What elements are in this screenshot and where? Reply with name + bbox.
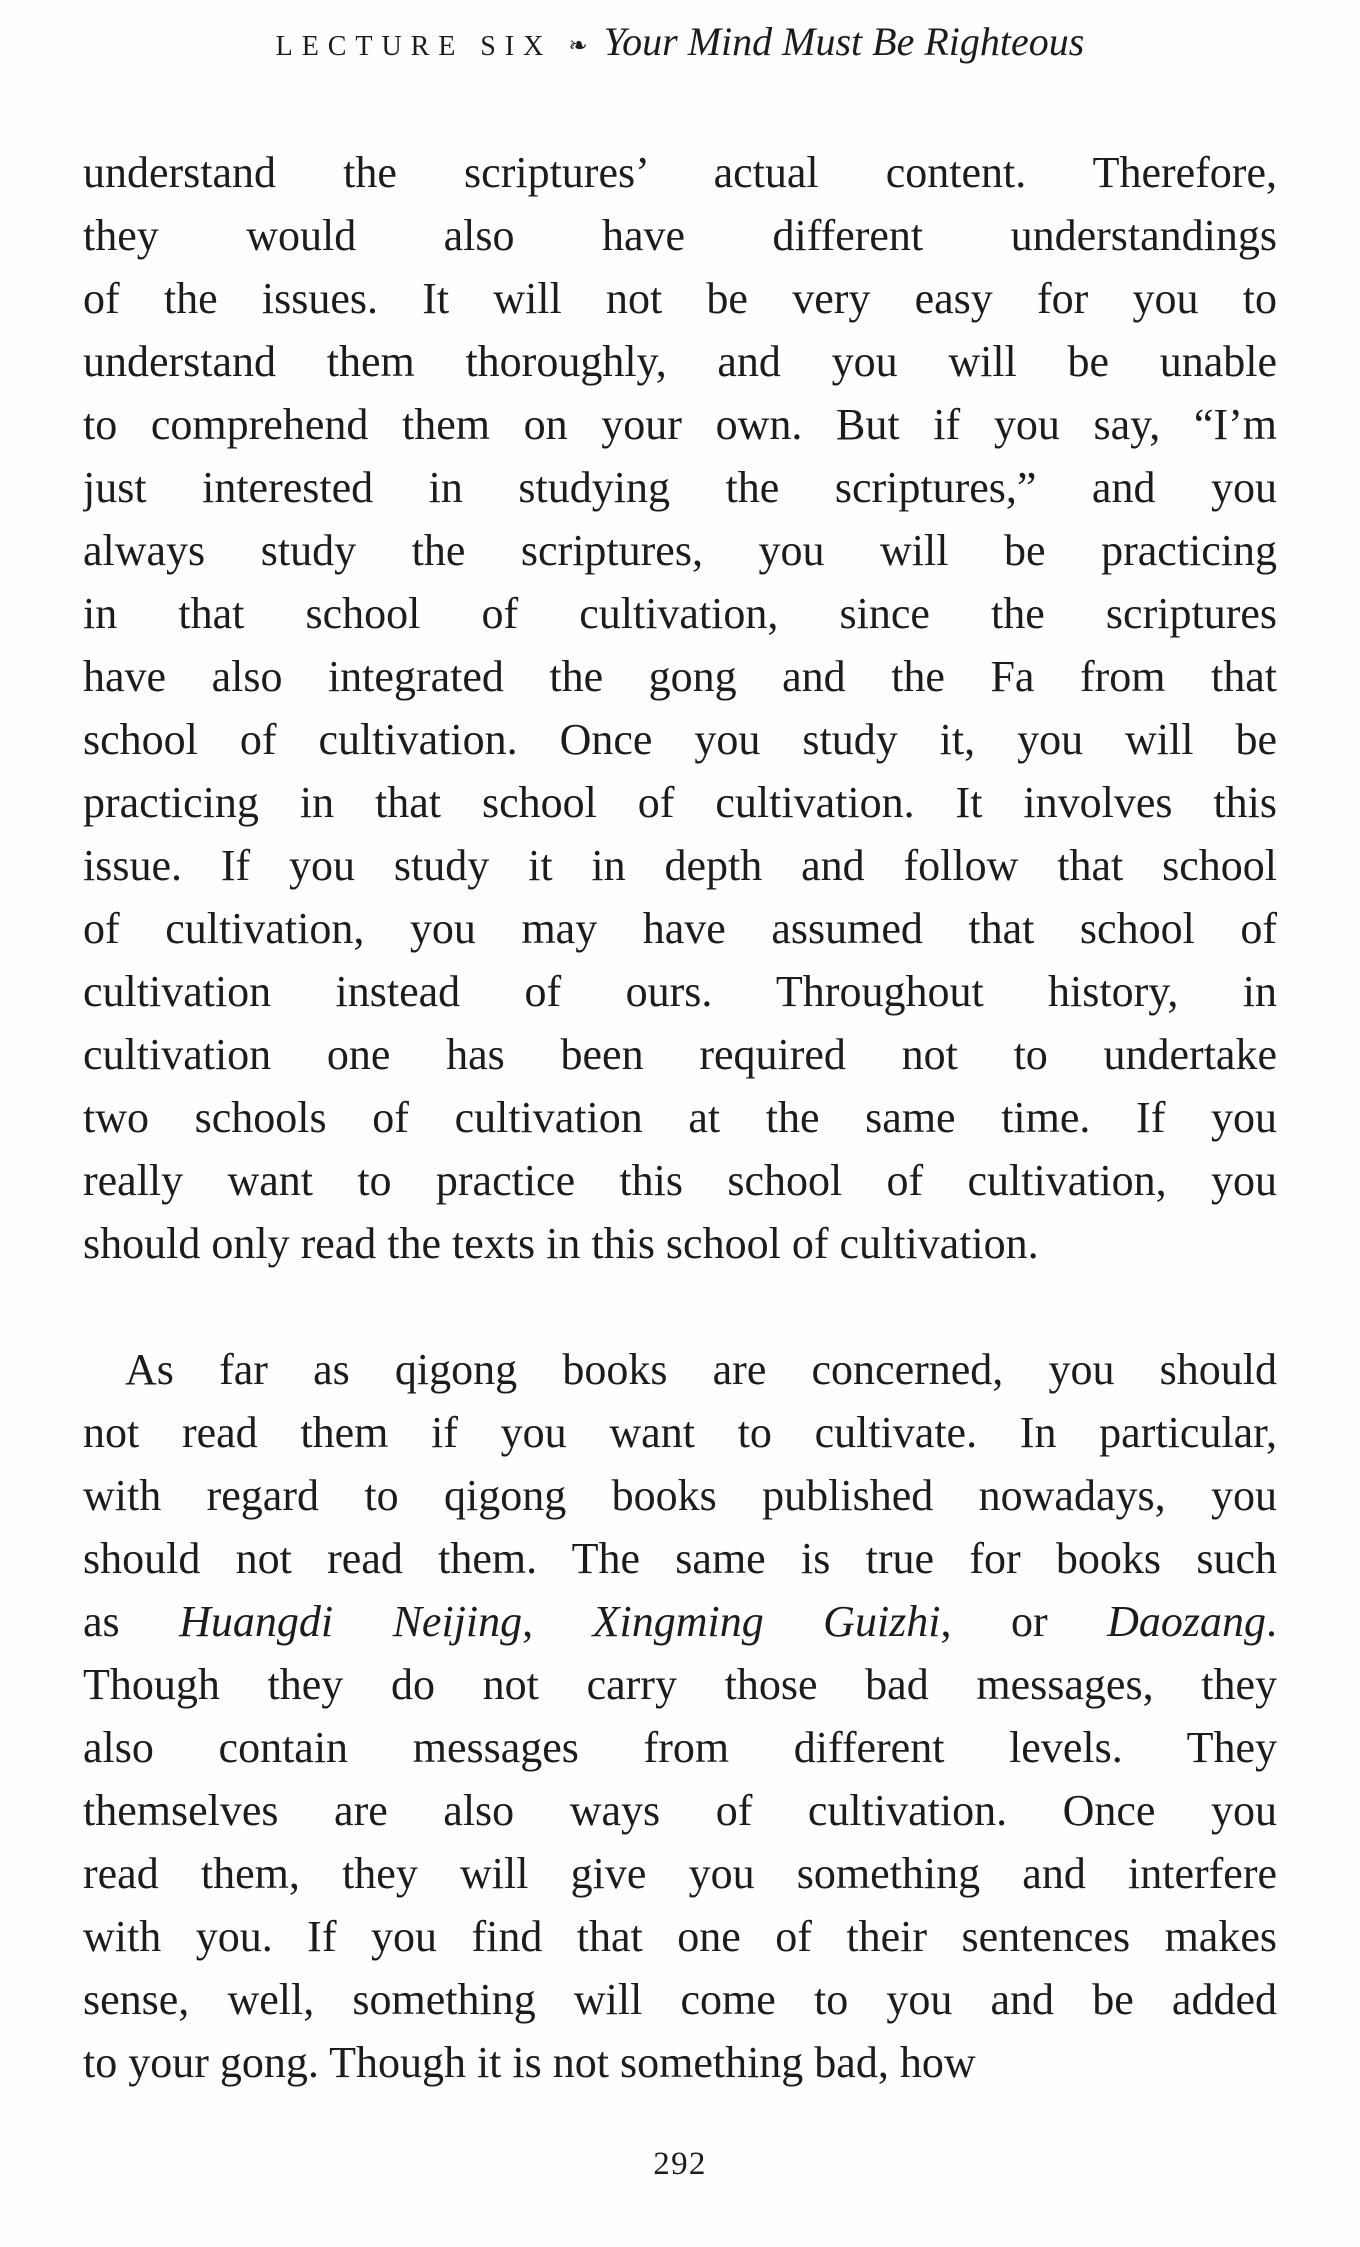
lecture-label: LECTURE SIX bbox=[275, 31, 553, 62]
text-line: to your gong. Though it is not something bad, how bbox=[83, 2038, 976, 2087]
text-line: school of cultivation. Once you study it, you will be bbox=[83, 715, 1277, 764]
text-line: should not read them. The same is true for books such bbox=[83, 1534, 1277, 1583]
text-line: just interested in studying the scriptures,” and you bbox=[83, 463, 1277, 512]
chapter-title: Your Mind Must Be Righteous bbox=[603, 19, 1085, 64]
page-number: 292 bbox=[653, 2146, 707, 2182]
text-line: always study the scriptures, you will be practicing bbox=[83, 526, 1277, 575]
text-line: read them, they will give you something and interfere bbox=[83, 1849, 1277, 1898]
text-line: issue. If you study it in depth and follow that school bbox=[83, 841, 1277, 890]
text-line: as Huangdi Neijing, Xingming Guizhi, or Daozang. bbox=[83, 1597, 1277, 1646]
text-line: practicing in that school of cultivation. It involves this bbox=[83, 778, 1277, 827]
text-line: really want to practice this school of cultivation, you bbox=[83, 1156, 1277, 1205]
running-header bbox=[0, 0, 1360, 65]
text-line: have also integrated the gong and the Fa from that bbox=[83, 652, 1277, 701]
text-line: themselves are also ways of cultivation. Once you bbox=[83, 1786, 1277, 1835]
paragraph bbox=[83, 1338, 1277, 2094]
text-line: sense, well, something will come to you and be added bbox=[83, 1975, 1277, 2024]
fleuron-ornament-icon: ❧ bbox=[568, 33, 588, 59]
text-line: not read them if you want to cultivate. In particular, bbox=[83, 1408, 1277, 1457]
text-line: with regard to qigong books published nowadays, you bbox=[83, 1471, 1277, 1520]
text-line: cultivation one has been required not to undertake bbox=[83, 1030, 1277, 1079]
page-footer bbox=[0, 2146, 1360, 2183]
text-line: with you. If you find that one of their sentences makes bbox=[83, 1912, 1277, 1961]
text-line: As far as qigong books are concerned, you should bbox=[125, 1345, 1277, 1394]
paragraph bbox=[83, 141, 1277, 1275]
text-line: two schools of cultivation at the same time. If you bbox=[83, 1093, 1277, 1142]
text-line: to comprehend them on your own. But if you say, “I’m bbox=[83, 400, 1277, 449]
text-line: understand them thoroughly, and you will be unable bbox=[83, 337, 1277, 386]
text-line: of the issues. It will not be very easy for you to bbox=[83, 274, 1277, 323]
body-text bbox=[83, 141, 1277, 2094]
text-line: of cultivation, you may have assumed that school of bbox=[83, 904, 1277, 953]
text-line: understand the scriptures’ actual content. Therefore, bbox=[83, 148, 1277, 197]
text-line: should only read the texts in this school of cultivation. bbox=[83, 1219, 1039, 1268]
text-line: also contain messages from different levels. They bbox=[83, 1723, 1277, 1772]
text-line: in that school of cultivation, since the scriptures bbox=[83, 589, 1277, 638]
text-line: Though they do not carry those bad messages, they bbox=[83, 1660, 1277, 1709]
text-line: they would also have different understandings bbox=[83, 211, 1277, 260]
text-line: cultivation instead of ours. Throughout history, in bbox=[83, 967, 1277, 1016]
